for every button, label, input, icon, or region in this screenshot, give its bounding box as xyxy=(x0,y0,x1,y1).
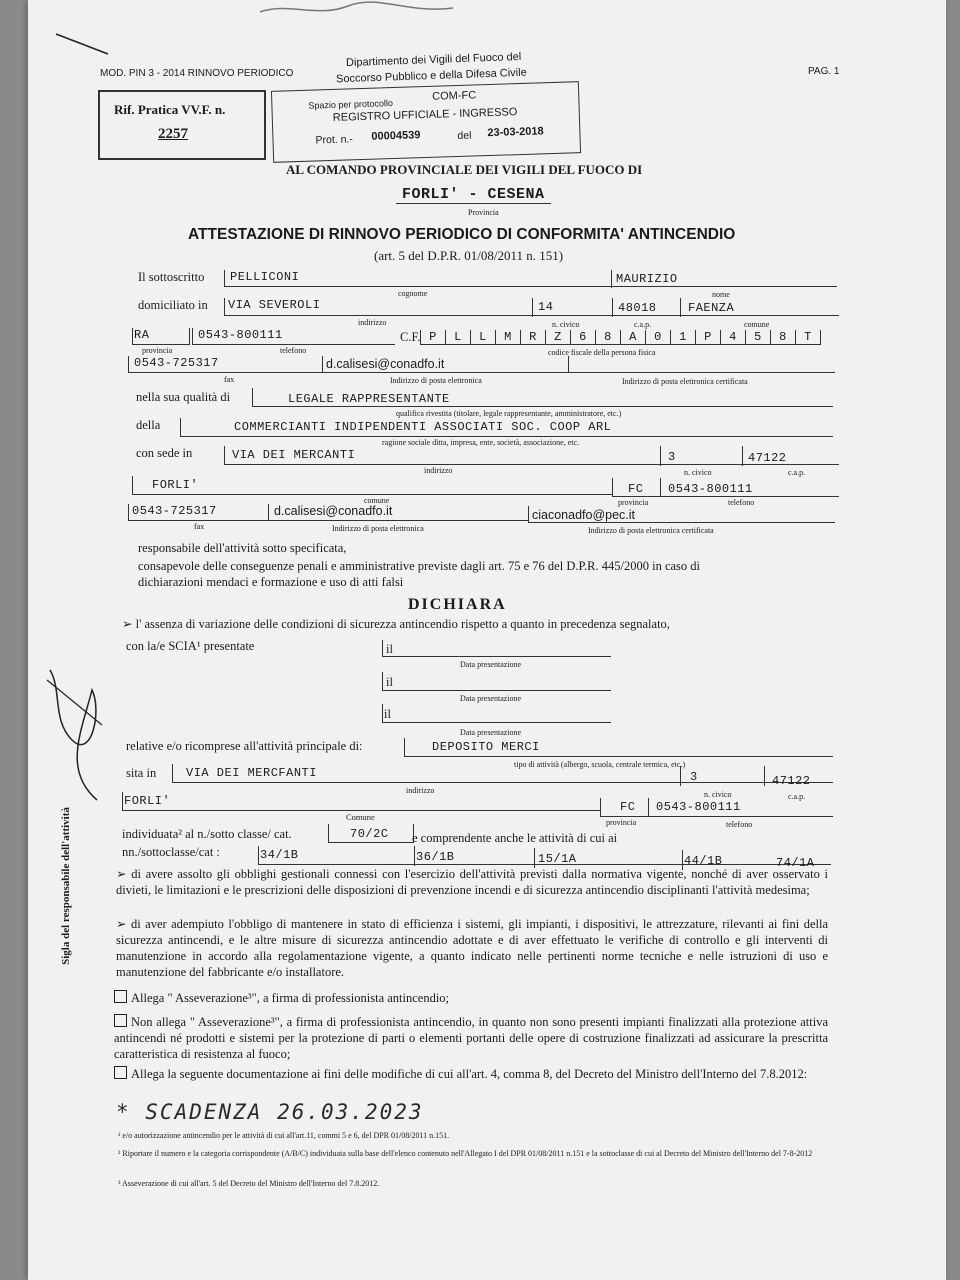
text-responsabile: responsabile dell'attività sotto specificata, xyxy=(138,541,347,555)
handwritten-expiry-note: * SCADENZA 26.03.2023 xyxy=(116,1100,424,1124)
checkbox-row-allega xyxy=(114,990,449,1006)
sita-comune-field[interactable]: FORLI' xyxy=(124,794,171,808)
caption-telefono: telefono xyxy=(280,346,307,355)
cf-char-cell[interactable]: R xyxy=(520,330,545,344)
caption-cf: codice fiscale della persona fisica xyxy=(548,348,656,357)
addressee-line: AL COMANDO PROVINCIALE DEI VIGILI DEL FUOCO DI xyxy=(286,162,643,177)
label-della: della xyxy=(136,418,161,432)
stamp-date: 23-03-2018 xyxy=(487,125,544,140)
label-qualita: nella sua qualità di xyxy=(136,390,231,404)
label-sottoscritto: Il sottoscritto xyxy=(138,270,205,284)
caption-sede-pec: Indirizzo di posta elettronica certificata xyxy=(588,526,714,535)
page-subtitle: (art. 5 del D.P.R. 01/08/2011 n. 151) xyxy=(374,248,564,263)
text-assenza: l' assenza di variazione delle condizioni di sicurezza antincendio rispetto a quanto in precedenza segnalato, xyxy=(135,617,670,631)
caption-nome: nome xyxy=(712,290,730,299)
cap-field[interactable]: 48018 xyxy=(618,301,657,315)
document-page xyxy=(28,0,946,1280)
label-cf: C.F. xyxy=(400,330,421,344)
sede-indirizzo-field[interactable]: VIA DEI MERCANTI xyxy=(232,448,356,462)
caption-tipo: tipo di attività (albergo, scuola, centrale termica, etc.) xyxy=(514,760,686,769)
caption-fax: fax xyxy=(224,375,235,384)
rif-label: Rif. Pratica VV.F. n. xyxy=(114,102,226,117)
caption-cap: c.a.p. xyxy=(634,320,652,329)
page-title: ATTESTAZIONE DI RINNOVO PERIODICO DI CONFORMITA' ANTINCENDIO xyxy=(188,226,736,243)
nome-field[interactable]: MAURIZIO xyxy=(616,272,678,286)
caption-cognome: cognome xyxy=(398,289,428,298)
footnote-3: ³ Asseverazione di cui all'art. 5 del Decreto del Ministro dell'Interno del 7.8.2012. xyxy=(118,1179,380,1188)
caption-email: Indirizzo di posta elettronica xyxy=(390,376,482,385)
text-obblighi: di avere assolto gli obblighi gestionali connessi con l'esercizio dell'attività previsti dalla normativa vigente, nonché di aver osservato i divieti, le limitazioni e le prescrizioni delle disposizioni di prevenzione incendi e di sicurezza antincendio disciplinanti l'attività medesima; xyxy=(116,867,829,897)
arrow-bullet-icon: ➢ xyxy=(122,617,133,631)
provincia-field[interactable]: RA xyxy=(134,328,150,342)
cf-char-cell[interactable]: A xyxy=(620,330,645,344)
cf-char-cell[interactable]: L xyxy=(445,330,470,344)
caption-data-3: Data presentazione xyxy=(460,728,522,737)
cf-char-cell[interactable]: 0 xyxy=(645,330,670,344)
other-cat-4[interactable]: 44/1B xyxy=(684,854,723,868)
sede-email-field[interactable]: d.calisesi@conadfo.it xyxy=(274,504,393,518)
codice-fiscale-field[interactable] xyxy=(420,330,821,345)
signature-scribble xyxy=(42,650,112,810)
cf-char-cell[interactable]: P xyxy=(420,330,445,344)
sede-provincia-field[interactable]: FC xyxy=(628,482,644,496)
text-consapevole-2: dichiarazioni mendaci e formazione e uso di atti falsi xyxy=(138,575,404,589)
declaration-obblighi xyxy=(116,866,828,898)
text-allega: Allega " Asseverazione³", a firma di professionista antincendio; xyxy=(131,991,450,1005)
stamp-prot-number: 00004539 xyxy=(371,129,421,143)
other-cat-1[interactable]: 34/1B xyxy=(260,848,299,862)
caption-sita-provincia: provincia xyxy=(606,818,637,827)
scia-date-2[interactable]: il xyxy=(386,675,393,689)
text-efficienza: di aver adempiuto l'obbligo di mantenere in stato di efficienza i sistemi, gli impianti, i dispositivi, le attrezzature, rilevanti ai fini della sicurezza antincendi, e le altre misure di sicurezza antincendio adottate e di aver effettuato le verifiche di controllo e gli interventi di manutenzione in accordo alla regolamentazione vigente, a quanto indicato nelle pertinenti norme tecniche e nelle istruzioni di uso e manutenzione del fabbricante e/o installatore. xyxy=(116,917,828,979)
stamp-spazio: Spazio per protocollo xyxy=(308,98,394,111)
cat-field[interactable]: 70/2C xyxy=(350,827,389,841)
fax-field[interactable]: 0543-725317 xyxy=(134,356,219,370)
caption-sede-cap: c.a.p. xyxy=(788,468,806,477)
other-cat-5[interactable]: 74/1A xyxy=(776,856,815,870)
other-cat-2[interactable]: 36/1B xyxy=(416,850,455,864)
caption-data-1: Data presentazione xyxy=(460,660,522,669)
cf-char-cell[interactable]: P xyxy=(695,330,720,344)
caption-sita-comune: Comune xyxy=(346,812,375,822)
sita-telefono-field[interactable]: 0543-800111 xyxy=(656,800,741,814)
caption-sede-comune: comune xyxy=(364,496,390,505)
label-individuata: individuata² al n./sotto classe/ cat. xyxy=(122,827,292,841)
cf-char-cell[interactable]: 8 xyxy=(770,330,795,344)
caption-provincia: provincia xyxy=(142,346,173,355)
cf-char-cell[interactable]: 5 xyxy=(745,330,770,344)
caption-sede-indirizzo: indirizzo xyxy=(424,466,453,475)
label-domiciliato: domiciliato in xyxy=(138,298,208,312)
declaration-efficienza xyxy=(116,916,828,980)
qualifica-field[interactable]: LEGALE RAPPRESENTANTE xyxy=(288,392,450,406)
text-documentazione: Allega la seguente documentazione ai fini delle modifiche di cui all'art. 4, comma 8, del Decreto del Ministro dell'Interno del 7.8.2012: xyxy=(131,1067,808,1081)
sede-comune-field[interactable]: FORLI' xyxy=(152,478,199,492)
email-field[interactable]: d.calisesi@conadfo.it xyxy=(326,357,445,371)
caption-sita-cap: c.a.p. xyxy=(788,792,806,801)
caption-sede-email: Indirizzo di posta elettronica xyxy=(332,524,424,533)
caption-sede-provincia: provincia xyxy=(618,498,649,507)
scia-date-3[interactable]: il xyxy=(384,707,391,721)
sede-civico-field[interactable]: 3 xyxy=(668,450,676,464)
caption-ragione: ragione sociale ditta, impresa, ente, società, associazione, etc. xyxy=(382,438,580,447)
caption-civico: n. civico xyxy=(552,320,580,329)
page-number: PAG. 1 xyxy=(808,66,840,77)
cf-char-cell[interactable]: 6 xyxy=(570,330,595,344)
text-consapevole-1: consapevole delle conseguenze penali e amministrative previste dagli art. 75 e 76 del D.P.R. 445/2000 in caso di xyxy=(138,559,700,573)
sita-provincia-field[interactable]: FC xyxy=(620,800,636,814)
stamp-registro: REGISTRO UFFICIALE - INGRESSO xyxy=(332,106,518,124)
cf-char-cell[interactable]: L xyxy=(470,330,495,344)
cf-char-cell[interactable]: 8 xyxy=(595,330,620,344)
caption-sita-civico: n. civico xyxy=(704,790,732,799)
province-caption: Provincia xyxy=(468,208,499,217)
caption-sita-telefono: telefono xyxy=(726,820,753,829)
checkbox-row-non-allega xyxy=(114,1014,828,1062)
dept-line-1: Dipartimento dei Vigili del Fuoco del xyxy=(345,50,522,70)
caption-sede-telefono: telefono xyxy=(728,498,755,507)
label-comprendente: e comprendente anche le attività di cui ai xyxy=(412,831,618,845)
dept-line-2: Soccorso Pubblico e della Difesa Civile xyxy=(335,66,527,86)
caption-comune: comune xyxy=(744,320,770,329)
telefono-field[interactable]: 0543-800111 xyxy=(198,328,283,342)
label-relative: relative e/o ricomprese all'attività principale di: xyxy=(126,739,363,753)
stamp-del: del xyxy=(457,129,472,143)
cf-char-cell[interactable]: 4 xyxy=(720,330,745,344)
cf-char-cell[interactable]: M xyxy=(495,330,520,344)
rif-pratica-box xyxy=(98,90,266,160)
other-cat-3[interactable]: 15/1A xyxy=(538,852,577,866)
sita-civico-field[interactable]: 3 xyxy=(690,770,698,784)
text-non-allega: Non allega " Asseverazione³", a firma di professionista antincendio, in quanto non sono presenti impianti finalizzati alla protezione attiva antincendi né prodotti e sistemi per la protezione di parti o elementi portanti delle opere di costruzione finalizzati ad assicurare la prescritta caratteristica di resistenza al fuoco; xyxy=(114,1015,828,1061)
label-scia: con la/e SCIA¹ presentate xyxy=(126,639,255,653)
civico-field[interactable]: 14 xyxy=(538,300,554,314)
arrow-bullet-icon: ➢ xyxy=(116,867,127,881)
non-allega-checkbox[interactable] xyxy=(114,1014,127,1027)
cognome-field[interactable]: PELLICONI xyxy=(230,270,300,284)
allega-checkbox[interactable] xyxy=(114,990,127,1003)
sita-indirizzo-field[interactable]: VIA DEI MERCFANTI xyxy=(186,766,317,780)
sede-telefono-field[interactable]: 0543-800111 xyxy=(668,482,753,496)
caption-pec: Indirizzo di posta elettronica certificata xyxy=(622,377,748,386)
caption-data-2: Data presentazione xyxy=(460,694,522,703)
scia-date-1[interactable]: il xyxy=(386,642,393,656)
caption-sita-indirizzo: indirizzo xyxy=(406,786,435,795)
tipo-attivita-field[interactable]: DEPOSITO MERCI xyxy=(432,740,540,754)
documentazione-checkbox[interactable] xyxy=(114,1066,127,1079)
footnote-2: ² Riportare il numero e la categoria corrispondente (A/B/C) individuata sulla base dell'elenco contenuto nell'Allegato I del DPR 01/08/2011 n.151 e la sottoclasse di cui al Decreto del Ministro dell'Interno del 7-8-2012 xyxy=(118,1149,813,1158)
stamp-com: COM-FC xyxy=(432,89,477,103)
comune-field[interactable]: FAENZA xyxy=(688,301,735,315)
label-nn-sotto: nn./sottoclasse/cat : xyxy=(122,845,220,859)
cf-char-cell[interactable]: 1 xyxy=(670,330,695,344)
top-scribble xyxy=(258,0,458,20)
label-sita: sita in xyxy=(126,766,157,780)
pen-mark xyxy=(54,30,114,60)
sita-cap-field[interactable]: 47122 xyxy=(772,774,811,788)
label-con-sede: con sede in xyxy=(136,446,193,460)
dichiara-heading: DICHIARA xyxy=(408,596,507,613)
assenza-bullet xyxy=(122,616,670,632)
sede-pec-field[interactable]: ciaconadfo@pec.it xyxy=(532,508,636,522)
caption-sede-civico: n. civico xyxy=(684,468,712,477)
province-value: FORLI' - CESENA xyxy=(396,186,551,204)
sede-fax-field[interactable]: 0543-725317 xyxy=(132,504,217,518)
ragione-sociale-field[interactable]: COMMERCIANTI INDIPENDENTI ASSOCIATI SOC. COOP ARL xyxy=(234,420,612,434)
caption-qualifica: qualifica rivestita (titolare, legale rappresentante, amministratore, etc.) xyxy=(396,409,622,418)
side-caption: Sigla del responsabile dell'attività xyxy=(60,807,72,965)
caption-sede-fax: fax xyxy=(194,522,205,531)
sede-cap-field[interactable]: 47122 xyxy=(748,451,787,465)
cf-char-cell[interactable]: T xyxy=(795,330,820,344)
stamp-prot-label: Prot. n.- xyxy=(315,133,354,147)
footnote-1: ¹ e/o autorizzazione antincendio per le attività di cui all'art.11, commi 5 e 6, del DPR 01/08/2011 n.151. xyxy=(118,1131,450,1140)
rif-number: 2257 xyxy=(158,126,188,142)
protocol-stamp xyxy=(271,81,581,163)
checkbox-row-documentazione xyxy=(114,1066,828,1082)
arrow-bullet-icon: ➢ xyxy=(116,917,127,931)
indirizzo-field[interactable]: VIA SEVEROLI xyxy=(228,298,321,312)
caption-indirizzo: indirizzo xyxy=(358,318,387,327)
cf-char-cell[interactable]: Z xyxy=(545,330,570,344)
form-code: MOD. PIN 3 - 2014 RINNOVO PERIODICO xyxy=(100,68,294,79)
